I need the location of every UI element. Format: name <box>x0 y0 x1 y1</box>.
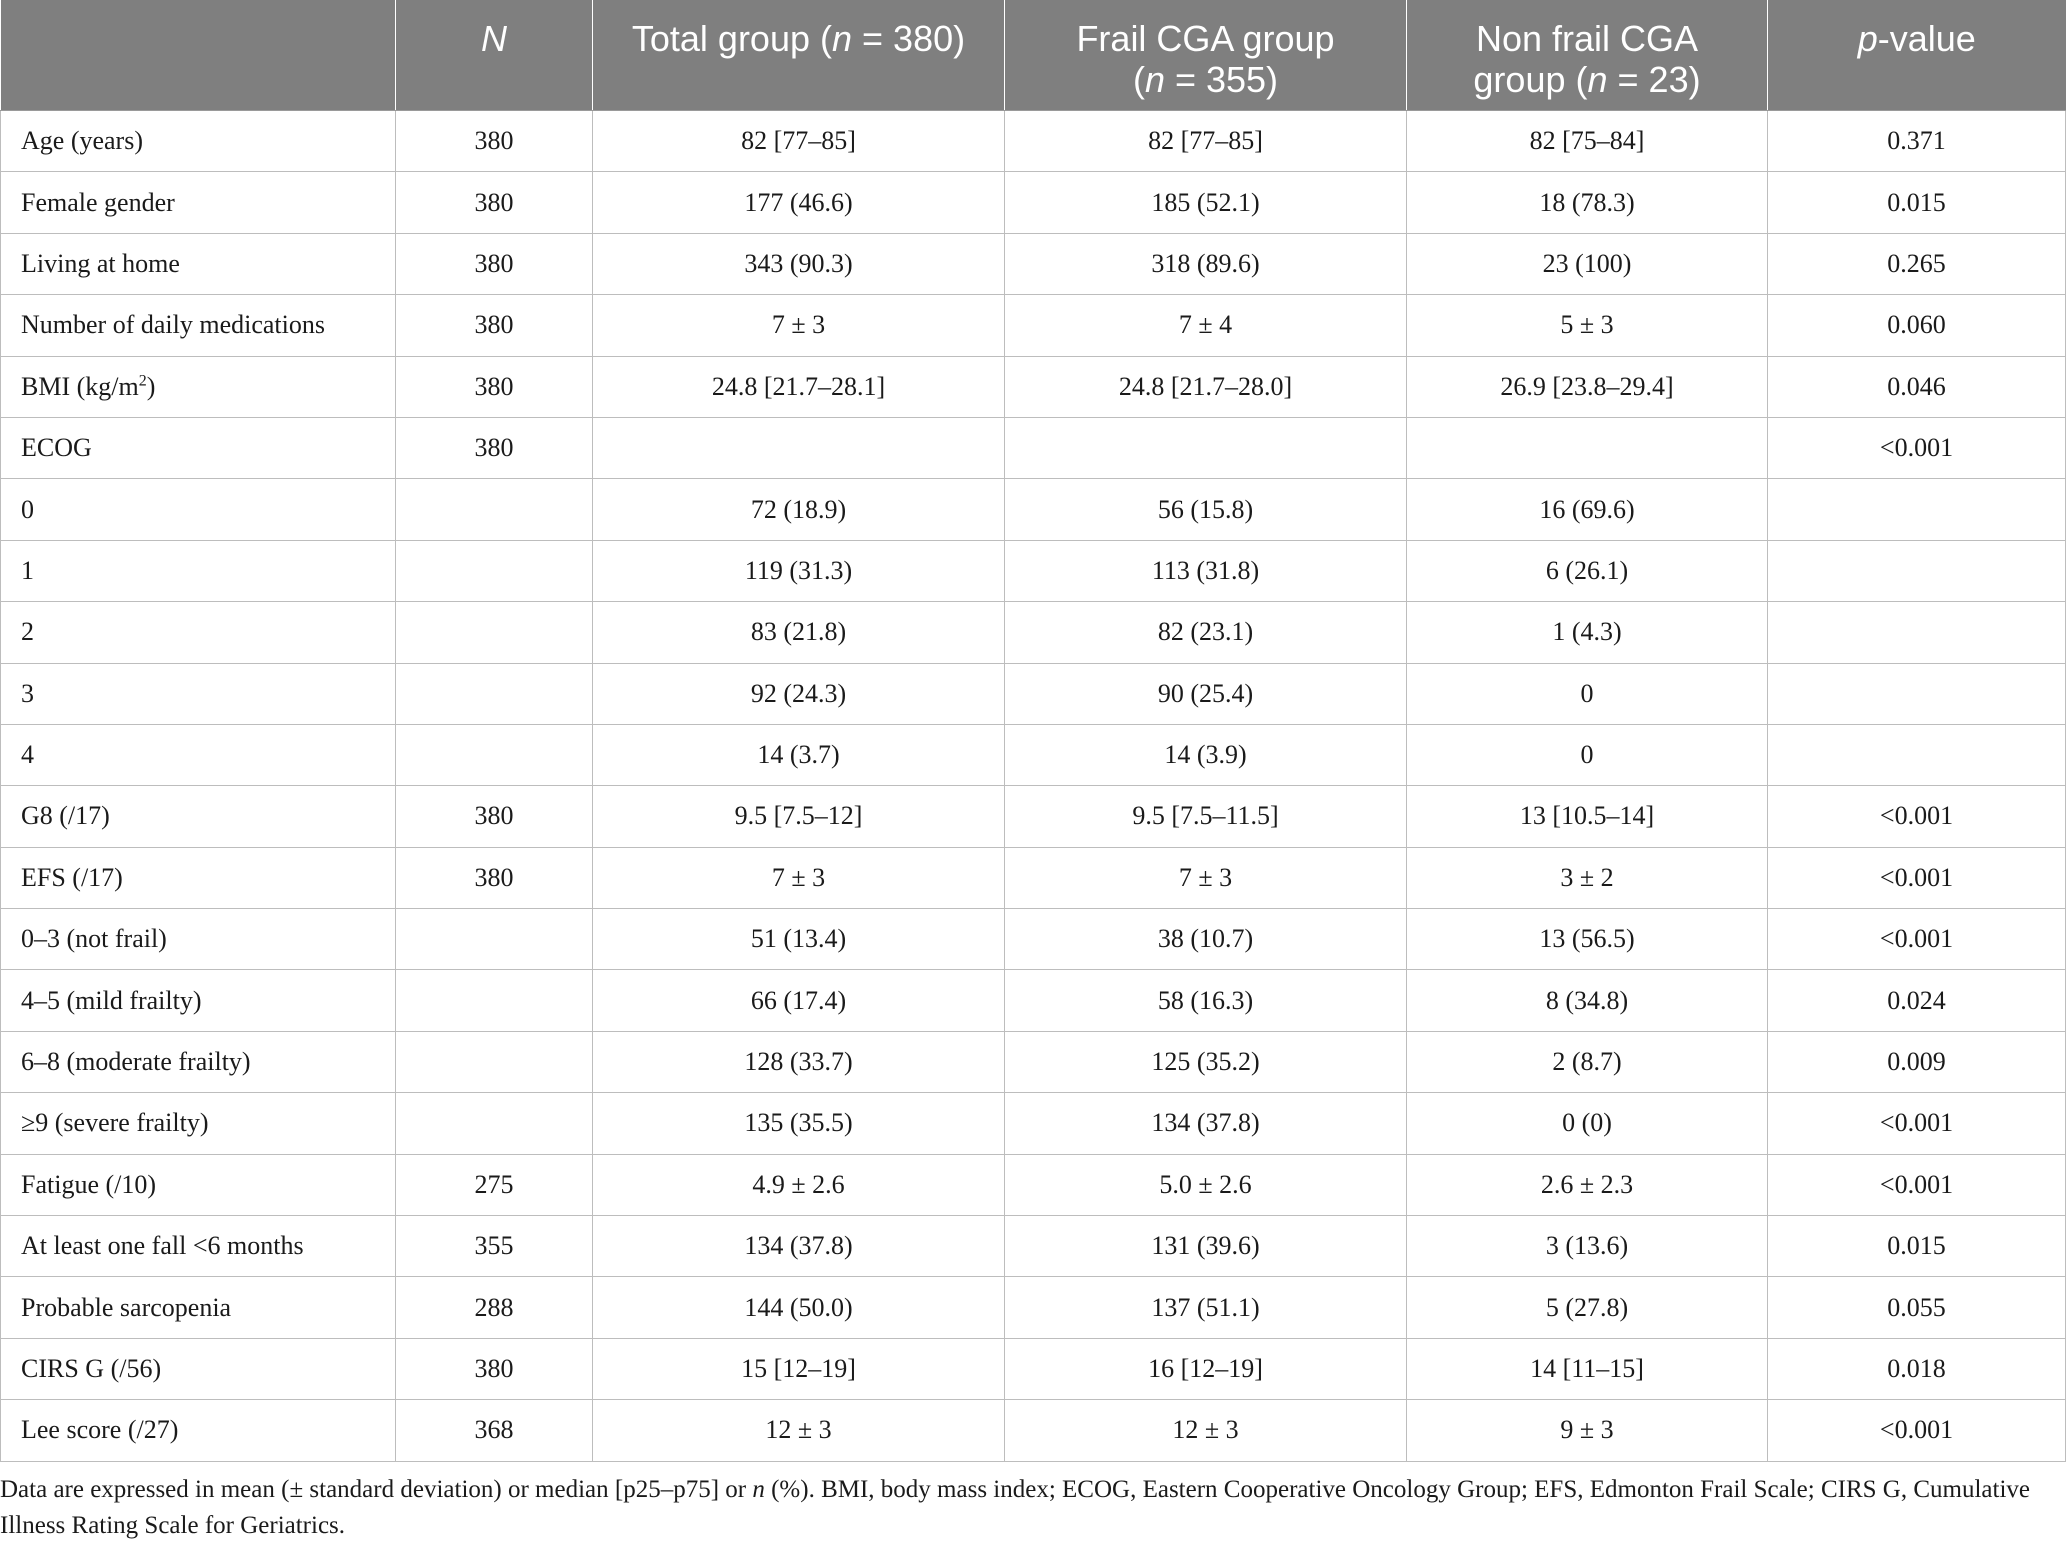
cell-n: 380 <box>396 1338 593 1399</box>
cell-n: 380 <box>396 233 593 294</box>
cell-n <box>396 724 593 785</box>
cell-n: 368 <box>396 1400 593 1461</box>
header-total-group <box>593 0 1005 111</box>
cell-frail: 82 [77–85] <box>1005 111 1407 172</box>
cell-total: 24.8 [21.7–28.1] <box>593 356 1005 417</box>
table-row <box>1 295 2066 356</box>
cell-total: 92 (24.3) <box>593 663 1005 724</box>
cell-p <box>1768 724 2066 785</box>
table-row <box>1 847 2066 908</box>
cell-total: 15 [12–19] <box>593 1338 1005 1399</box>
header-p-value <box>1768 0 2066 111</box>
cell-p: <0.001 <box>1768 1154 2066 1215</box>
cell-n: 380 <box>396 111 593 172</box>
cell-n <box>396 909 593 970</box>
cell-nonfrail: 5 (27.8) <box>1407 1277 1768 1338</box>
cell-p: 0.015 <box>1768 1216 2066 1277</box>
cell-nonfrail: 2.6 ± 2.3 <box>1407 1154 1768 1215</box>
cell-nonfrail: 0 <box>1407 663 1768 724</box>
row-label: 2 <box>1 602 396 663</box>
cell-p: 0.024 <box>1768 970 2066 1031</box>
header-nonfrail-var: n <box>1587 59 1608 100</box>
row-label-bmi <box>1 356 396 417</box>
cell-p <box>1768 479 2066 540</box>
cell-n <box>396 663 593 724</box>
cell-nonfrail: 26.9 [23.8–29.4] <box>1407 356 1768 417</box>
header-frail-line1: Frail CGA group <box>1076 18 1335 59</box>
cell-n <box>396 540 593 601</box>
cell-nonfrail: 23 (100) <box>1407 233 1768 294</box>
cell-n <box>396 1093 593 1154</box>
table-row <box>1 1338 2066 1399</box>
cell-nonfrail: 3 ± 2 <box>1407 847 1768 908</box>
cell-nonfrail: 6 (26.1) <box>1407 540 1768 601</box>
table-footnote <box>0 1472 2050 1544</box>
table-row <box>1 172 2066 233</box>
cell-frail: 318 (89.6) <box>1005 233 1407 294</box>
header-total-suffix: = 380) <box>852 18 966 59</box>
row-label: Number of daily medications <box>1 295 396 356</box>
cell-frail <box>1005 417 1407 478</box>
row-label: 0 <box>1 479 396 540</box>
cell-nonfrail: 9 ± 3 <box>1407 1400 1768 1461</box>
row-label: Living at home <box>1 233 396 294</box>
cell-frail: 24.8 [21.7–28.0] <box>1005 356 1407 417</box>
table-row <box>1 356 2066 417</box>
cell-frail: 56 (15.8) <box>1005 479 1407 540</box>
header-total-prefix: Total group ( <box>631 18 832 59</box>
cell-p: 0.371 <box>1768 111 2066 172</box>
cell-nonfrail: 0 <box>1407 724 1768 785</box>
cell-frail: 82 (23.1) <box>1005 602 1407 663</box>
cell-n: 380 <box>396 847 593 908</box>
cell-frail: 16 [12–19] <box>1005 1338 1407 1399</box>
cell-p: <0.001 <box>1768 786 2066 847</box>
cell-p: 0.046 <box>1768 356 2066 417</box>
cell-nonfrail: 5 ± 3 <box>1407 295 1768 356</box>
table-row <box>1 111 2066 172</box>
header-frail-group <box>1005 0 1407 111</box>
cell-nonfrail: 3 (13.6) <box>1407 1216 1768 1277</box>
cell-n: 288 <box>396 1277 593 1338</box>
header-frail-var: n <box>1144 59 1165 100</box>
header-n-text: N <box>481 18 507 59</box>
cell-nonfrail: 13 [10.5–14] <box>1407 786 1768 847</box>
bmi-label-close: ) <box>146 371 156 401</box>
table-row <box>1 417 2066 478</box>
table-row <box>1 1154 2066 1215</box>
cell-frail: 137 (51.1) <box>1005 1277 1407 1338</box>
cell-nonfrail: 14 [11–15] <box>1407 1338 1768 1399</box>
row-label: Age (years) <box>1 111 396 172</box>
header-p-suffix: -value <box>1877 18 1976 59</box>
cell-p: <0.001 <box>1768 417 2066 478</box>
table-row <box>1 233 2066 294</box>
cell-frail: 9.5 [7.5–11.5] <box>1005 786 1407 847</box>
table-row <box>1 479 2066 540</box>
cell-p: 0.015 <box>1768 172 2066 233</box>
cell-total: 66 (17.4) <box>593 970 1005 1031</box>
cell-frail: 5.0 ± 2.6 <box>1005 1154 1407 1215</box>
table-row <box>1 970 2066 1031</box>
cell-n: 380 <box>396 417 593 478</box>
row-label: ≥9 (severe frailty) <box>1 1093 396 1154</box>
row-label: 6–8 (moderate frailty) <box>1 1031 396 1092</box>
table-row <box>1 1031 2066 1092</box>
header-frail-prefix: ( <box>1132 59 1145 100</box>
cell-p: <0.001 <box>1768 1400 2066 1461</box>
cell-p: 0.055 <box>1768 1277 2066 1338</box>
cell-frail: 12 ± 3 <box>1005 1400 1407 1461</box>
header-total-var: n <box>831 18 853 59</box>
bmi-label-superscript: 2 <box>138 372 147 390</box>
cell-nonfrail: 2 (8.7) <box>1407 1031 1768 1092</box>
row-label: Probable sarcopenia <box>1 1277 396 1338</box>
cell-frail: 14 (3.9) <box>1005 724 1407 785</box>
cell-total: 83 (21.8) <box>593 602 1005 663</box>
cell-nonfrail: 1 (4.3) <box>1407 602 1768 663</box>
cell-p: <0.001 <box>1768 1093 2066 1154</box>
cell-total: 7 ± 3 <box>593 295 1005 356</box>
row-label: CIRS G (/56) <box>1 1338 396 1399</box>
table-row <box>1 786 2066 847</box>
cell-p: 0.018 <box>1768 1338 2066 1399</box>
table-row <box>1 1216 2066 1277</box>
table-row <box>1 663 2066 724</box>
cell-n: 355 <box>396 1216 593 1277</box>
cell-n: 380 <box>396 356 593 417</box>
cell-total: 14 (3.7) <box>593 724 1005 785</box>
cell-total: 119 (31.3) <box>593 540 1005 601</box>
footnote-italic-n: n <box>752 1476 765 1503</box>
table-row <box>1 1277 2066 1338</box>
cell-n <box>396 970 593 1031</box>
cell-total: 134 (37.8) <box>593 1216 1005 1277</box>
row-label: Fatigue (/10) <box>1 1154 396 1215</box>
cell-p: 0.060 <box>1768 295 2066 356</box>
header-frail-suffix: = 355) <box>1164 59 1279 100</box>
cell-n: 380 <box>396 786 593 847</box>
cell-total <box>593 417 1005 478</box>
table-row <box>1 724 2066 785</box>
cell-frail: 125 (35.2) <box>1005 1031 1407 1092</box>
row-label: Female gender <box>1 172 396 233</box>
cell-total: 51 (13.4) <box>593 909 1005 970</box>
row-label: Lee score (/27) <box>1 1400 396 1461</box>
row-label: EFS (/17) <box>1 847 396 908</box>
row-label: 4–5 (mild frailty) <box>1 970 396 1031</box>
cell-p: <0.001 <box>1768 909 2066 970</box>
cell-n <box>396 479 593 540</box>
table-row <box>1 1400 2066 1461</box>
cell-total: 144 (50.0) <box>593 1277 1005 1338</box>
cell-total: 128 (33.7) <box>593 1031 1005 1092</box>
header-nonfrail-prefix: group ( <box>1473 59 1588 100</box>
footnote-part1: Data are expressed in mean (± standard deviation) or median [p25–p75] or <box>0 1476 753 1503</box>
cell-frail: 90 (25.4) <box>1005 663 1407 724</box>
row-label: 3 <box>1 663 396 724</box>
cell-p: 0.265 <box>1768 233 2066 294</box>
cell-p <box>1768 540 2066 601</box>
cell-nonfrail: 82 [75–84] <box>1407 111 1768 172</box>
cell-p <box>1768 602 2066 663</box>
table-row <box>1 540 2066 601</box>
cell-n <box>396 1031 593 1092</box>
cell-frail: 131 (39.6) <box>1005 1216 1407 1277</box>
row-label: ECOG <box>1 417 396 478</box>
cell-total: 9.5 [7.5–12] <box>593 786 1005 847</box>
header-nonfrail-suffix: = 23) <box>1607 59 1701 100</box>
cell-nonfrail: 16 (69.6) <box>1407 479 1768 540</box>
cell-frail: 38 (10.7) <box>1005 909 1407 970</box>
cell-total: 82 [77–85] <box>593 111 1005 172</box>
table-row <box>1 1093 2066 1154</box>
row-label: At least one fall <6 months <box>1 1216 396 1277</box>
cell-total: 12 ± 3 <box>593 1400 1005 1461</box>
cell-total: 7 ± 3 <box>593 847 1005 908</box>
cell-n <box>396 602 593 663</box>
cell-n: 380 <box>396 295 593 356</box>
table-row <box>1 909 2066 970</box>
header-row <box>1 0 2066 111</box>
bmi-label-text: BMI (kg/m <box>21 371 139 401</box>
row-label: 1 <box>1 540 396 601</box>
cell-frail: 7 ± 3 <box>1005 847 1407 908</box>
cell-n: 380 <box>396 172 593 233</box>
cell-total: 4.9 ± 2.6 <box>593 1154 1005 1215</box>
cell-nonfrail <box>1407 417 1768 478</box>
cell-total: 135 (35.5) <box>593 1093 1005 1154</box>
cell-total: 343 (90.3) <box>593 233 1005 294</box>
header-n <box>396 0 593 111</box>
footnote-part2: (%). BMI, body mass index; ECOG, Eastern Cooperative Oncology Group; EFS, Edmonton Frail Scale; CIRS G, Cumulative Illness Rating Scale for Geriatrics. <box>0 1476 2030 1539</box>
cell-nonfrail: 0 (0) <box>1407 1093 1768 1154</box>
table-body <box>1 111 2066 1462</box>
table-header <box>1 0 2066 111</box>
row-label: 4 <box>1 724 396 785</box>
cell-nonfrail: 13 (56.5) <box>1407 909 1768 970</box>
cell-nonfrail: 8 (34.8) <box>1407 970 1768 1031</box>
cell-p <box>1768 663 2066 724</box>
cell-p: 0.009 <box>1768 1031 2066 1092</box>
cell-n: 275 <box>396 1154 593 1215</box>
header-p-var: p <box>1857 18 1878 59</box>
cell-nonfrail: 18 (78.3) <box>1407 172 1768 233</box>
cell-total: 72 (18.9) <box>593 479 1005 540</box>
cell-frail: 58 (16.3) <box>1005 970 1407 1031</box>
header-label-empty <box>1 0 396 111</box>
header-nonfrail-group <box>1407 0 1768 111</box>
cell-frail: 7 ± 4 <box>1005 295 1407 356</box>
row-label: 0–3 (not frail) <box>1 909 396 970</box>
cell-frail: 113 (31.8) <box>1005 540 1407 601</box>
row-label: G8 (/17) <box>1 786 396 847</box>
cell-total: 177 (46.6) <box>593 172 1005 233</box>
cell-frail: 185 (52.1) <box>1005 172 1407 233</box>
cell-frail: 134 (37.8) <box>1005 1093 1407 1154</box>
header-nonfrail-line1: Non frail CGA <box>1475 18 1699 59</box>
cell-p: <0.001 <box>1768 847 2066 908</box>
table-row <box>1 602 2066 663</box>
